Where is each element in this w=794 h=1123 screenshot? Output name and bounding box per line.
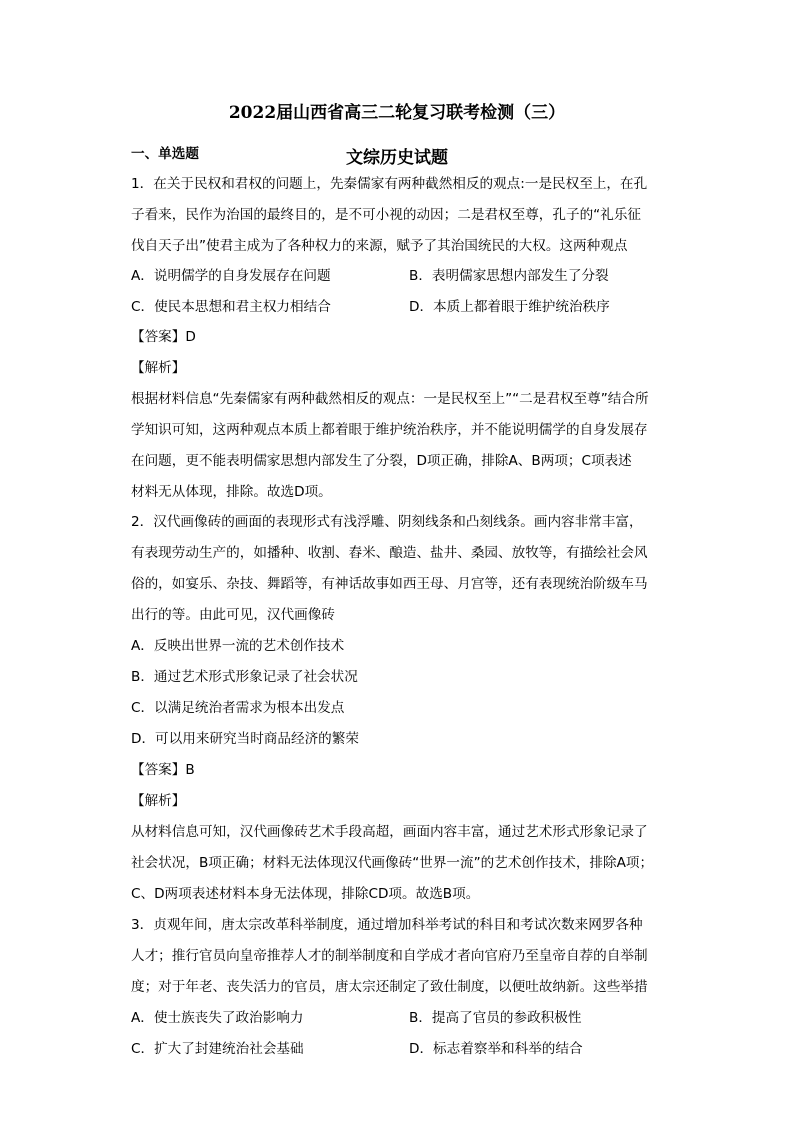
question-2-analysis-line: 从材料信息可知，汉代画像砖艺术手段高超，画面内容丰富，通过艺术形式形象记录了 [131,824,648,840]
question-3-line: 3．贞观年间，唐太宗改革科举制度，通过增加科举考试的科目和考试次数来网罗各种 [131,917,643,933]
question-2-option-d: D．可以用来研究当时商品经济的繁荣 [131,731,359,747]
question-1-analysis-label: 【解析】 [131,360,186,376]
question-1-option-c: C．使民本思想和君主权力相结合 [131,299,331,315]
question-2-answer: 【答案】B [131,762,195,778]
question-2-option-c: C．以满足统治者需求为根本出发点 [131,700,345,716]
question-1-analysis-line: 学知识可知，这两种观点本质上都着眼于维护统治秩序，并不能说明儒学的自身发展存 [131,422,648,438]
question-1-option-d: D．本质上都着眼于维护统治秩序 [409,299,610,315]
question-1-answer: 【答案】D [131,329,196,345]
question-2-option-a: A．反映出世界一流的艺术创作技术 [131,638,345,654]
question-1-analysis-line: 根据材料信息“先秦儒家有两种截然相反的观点：一是民权至上”“二是君权至尊”结合所 [131,391,649,407]
question-3-line: 度；对于年老、丧失活力的官员，唐太宗还制定了致仕制度，以便吐故纳新。这些举措 [131,979,648,995]
document-subtitle: 文综历史试题 [346,148,448,168]
document-title: 2022届山西省高三二轮复习联考检测（三） [228,103,566,123]
question-2-line: 出行的等。由此可见，汉代画像砖 [131,607,335,623]
question-1-option-a: A．说明儒学的自身发展存在问题 [131,268,331,284]
question-3-option-b: B．提高了官员的参政积极性 [409,1010,582,1026]
section-heading: 一、单选题 [131,146,199,162]
question-1-analysis-line: 材料无从体现，排除。故选D项。 [131,484,332,500]
question-2-line: 2．汉代画像砖的画面的表现形式有浅浮雕、阴刻线条和凸刻线条。画内容非常丰富， [131,514,643,530]
question-3-option-a: A．使士族丧失了政治影响力 [131,1010,304,1026]
question-1-line: 伐自天子出”使君主成为了各种权力的来源，赋予了其治国统民的大权。这两种观点 [131,238,628,254]
question-2-analysis-label: 【解析】 [131,793,186,809]
question-2-line: 有表现劳动生产的，如播种、收割、舂米、酿造、盐井、桑园、放牧等，有描绘社会风 [131,545,648,561]
question-2-line: 俗的，如宴乐、杂技、舞蹈等，有神话故事如西王母、月宫等，还有表现统治阶级车马 [131,576,648,592]
question-2-analysis-line: C、D两项表述材料本身无法体现，排除CD项。故选B项。 [131,886,480,902]
question-1-line: 1．在关于民权和君权的问题上，先秦儒家有两种截然相反的观点:一是民权至上，在孔 [131,176,648,192]
question-1-analysis-line: 在问题，更不能表明儒家思想内部发生了分裂，D项正确，排除A、B两项；C项表述 [131,453,632,469]
question-1-option-b: B．表明儒家思想内部发生了分裂 [409,268,609,284]
question-2-analysis-line: 社会状况，B项正确；材料无法体现汉代画像砖“世界一流”的艺术创作技术，排除A项； [131,855,654,871]
question-3-option-d: D．标志着察举和科举的结合 [409,1041,583,1057]
question-2-option-b: B．通过艺术形式形象记录了社会状况 [131,669,358,685]
question-3-line: 人才；推行官员向皇帝推荐人才的制举制度和自学成才者向官府乃至皇帝自荐的自举制 [131,948,648,964]
question-1-line: 子看来，民作为治国的最终目的，是不可小视的动因；二是君权至尊，孔子的“礼乐征 [131,207,642,223]
question-3-option-c: C．扩大了封建统治社会基础 [131,1041,304,1057]
